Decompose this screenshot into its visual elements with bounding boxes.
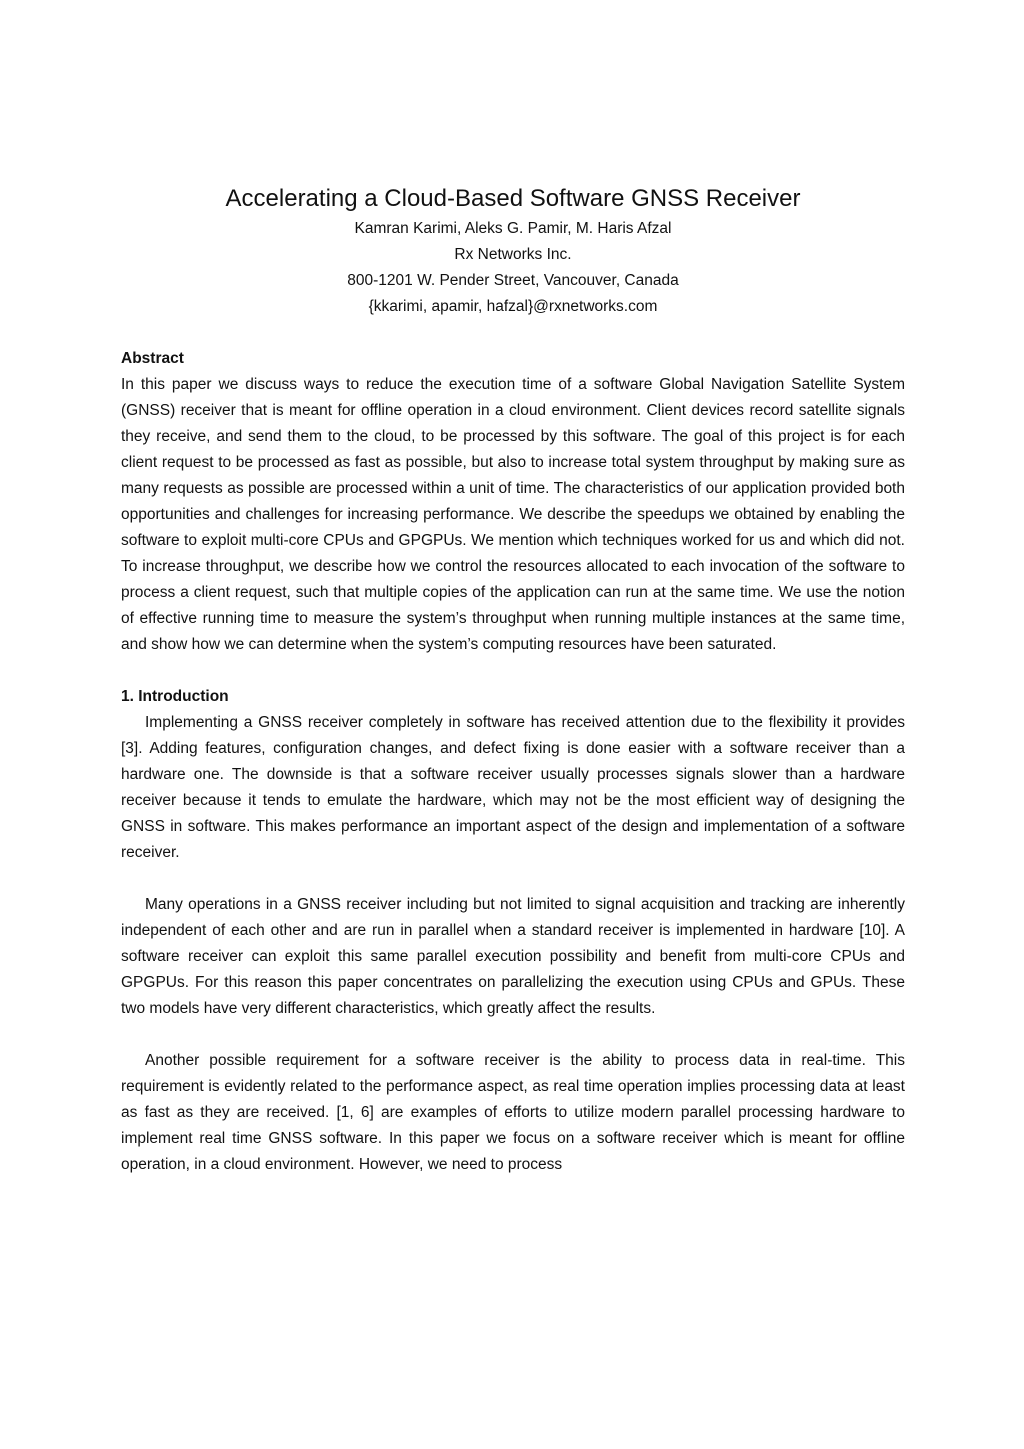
spacer bbox=[121, 658, 905, 684]
address: 800-1201 W. Pender Street, Vancouver, Canada bbox=[347, 272, 679, 289]
spacer bbox=[121, 320, 905, 346]
emails: {kkarimi, apamir, hafzal}@rxnetworks.com bbox=[368, 298, 658, 315]
authors: Kamran Karimi, Aleks G. Pamir, M. Haris Afzal bbox=[354, 220, 672, 237]
intro-paragraph-3: Another possible requirement for a software receiver is the ability to process data in real-time. This requirement is evidently related to the performance aspect, as real time operation implies processing data at least as fast as they are received. [1, 6] are examples of efforts to utilize modern parallel processing hardware to implement real time GNSS software. In this paper we focus on a software receiver which is meant for offline operation, in a cloud environment. However, we need to process bbox=[121, 1052, 905, 1173]
paper-page bbox=[121, 182, 905, 1178]
spacer bbox=[121, 866, 905, 892]
spacer bbox=[121, 1022, 905, 1048]
paper-title: Accelerating a Cloud-Based Software GNSS Receiver bbox=[225, 185, 801, 212]
intro-paragraph-2: Many operations in a GNSS receiver including but not limited to signal acquisition and tracking are inherently independent of each other and are run in parallel when a standard receiver is implemented in hardware [10]. A software receiver can exploit this same parallel execution possibility and benefit from multi-core CPUs and GPGPUs. For this reason this paper concentrates on parallelizing the execution using CPUs and GPUs. These two models have very different characteristics, which greatly affect the results. bbox=[121, 896, 905, 1017]
abstract-text: In this paper we discuss ways to reduce the execution time of a software Global Navigation Satellite System (GNSS) receiver that is meant for offline operation in a cloud environment. Client devices record satellite signals they receive, and send them to the cloud, to be processed by this software. The goal of this project is for each client request to be processed as fast as possible, but also to increase total system throughput by making sure as many requests as possible are processed within a unit of time. The characteristics of our application provided both opportunities and challenges for increasing performance. We describe the speedups we obtained by enabling the software to exploit multi-core CPUs and GPGPUs. We mention which techniques worked for us and which did not. To increase throughput, we describe how we control the resources allocated to each invocation of the software to process a client request, such that multiple copies of the application can run at the same time. We use the notion of effective running time to measure the system’s throughput when running multiple instances at the same time, and show how we can determine when the system’s computing resources have been saturated. bbox=[121, 376, 905, 653]
intro-paragraph-1: Implementing a GNSS receiver completely in software has received attention due to the flexibility it provides [3]. Adding features, configuration changes, and defect fixing is done easier with a software receiver than a hardware one. The downside is that a software receiver usually processes signals slower than a hardware receiver because it tends to emulate the hardware, which may not be the most efficient way of designing the GNSS in software. This makes performance an important aspect of the design and implementation of a software receiver. bbox=[121, 714, 905, 861]
affiliation: Rx Networks Inc. bbox=[454, 246, 572, 263]
abstract-heading: Abstract bbox=[121, 350, 184, 367]
introduction-heading: 1. Introduction bbox=[121, 688, 229, 705]
